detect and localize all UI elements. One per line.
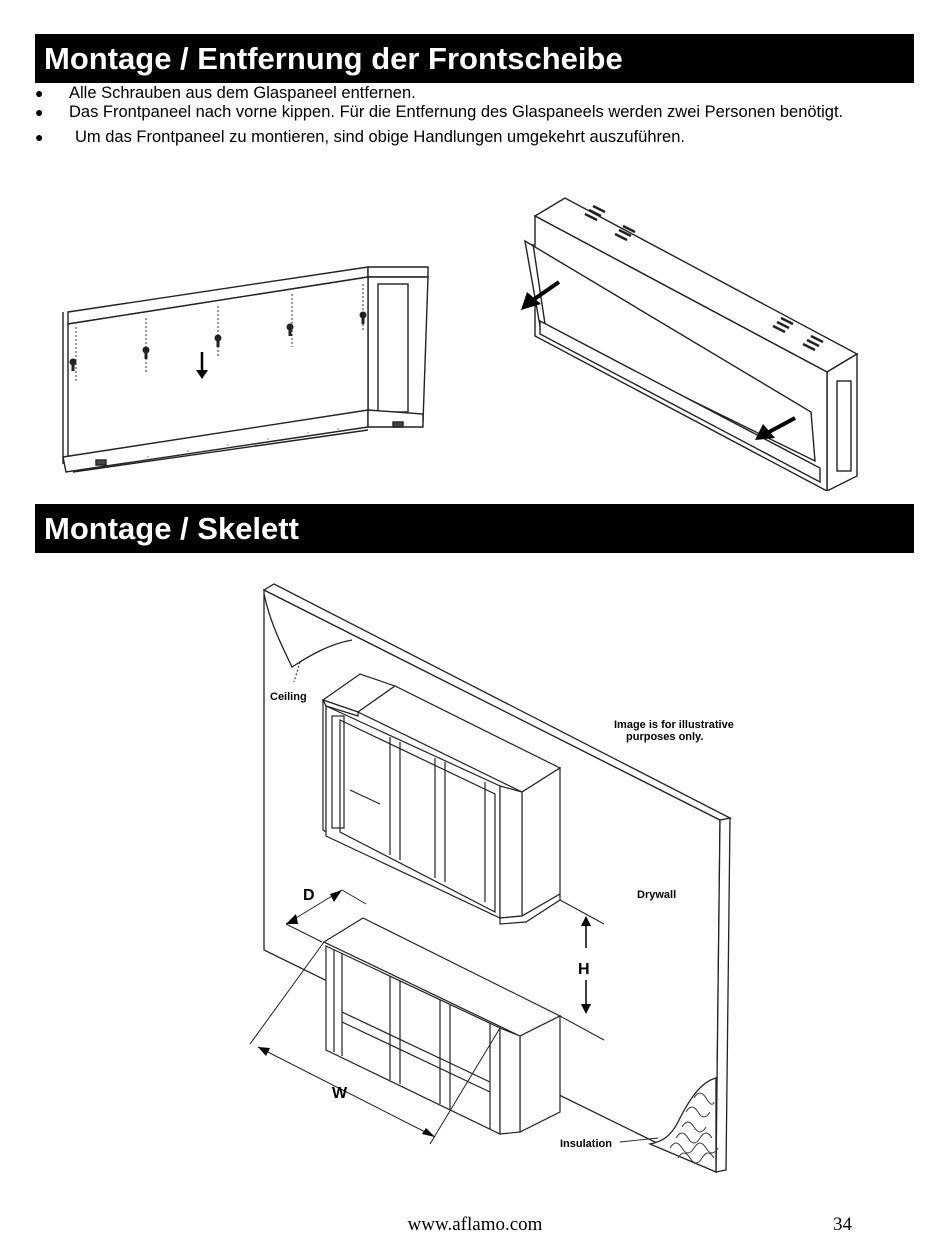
bullet-icon: ● <box>35 104 44 120</box>
instruction-text: Um das Frontpaneel zu montieren, sind obige Handlungen umgekehrt auszuführen. <box>75 128 685 146</box>
framing-diagram <box>230 582 770 1182</box>
note-line-2: purposes only. <box>626 731 704 743</box>
instruction-text: Alle Schrauben aus dem Glaspaneel entfernen. <box>69 84 416 102</box>
depth-label: D <box>303 887 315 904</box>
insulation-label: Insulation <box>560 1138 612 1150</box>
instruction-text: Das Frontpaneel nach vorne kippen. Für die Entfernung des Glaspaneels werden zwei Personen benötigt. <box>69 103 844 121</box>
list-item <box>35 128 915 147</box>
section-heading-glass-removal: Montage / Entfernung der Frontscheibe <box>35 34 914 83</box>
page-number: 34 <box>833 1214 852 1235</box>
note-line-1: Image is for illustrative <box>614 719 734 731</box>
list-item <box>35 103 915 122</box>
drywall-label: Drywall <box>637 889 677 901</box>
instruction-list <box>35 84 915 147</box>
panel-tilt-illustration <box>485 186 880 491</box>
list-item <box>35 84 915 103</box>
footer-url: www.aflamo.com <box>407 1214 543 1235</box>
bullet-icon: ● <box>35 85 44 101</box>
width-label: W <box>332 1085 348 1102</box>
bullet-icon: ● <box>35 129 44 145</box>
section-heading-framing: Montage / Skelett <box>35 504 914 553</box>
screw-removal-illustration <box>38 232 438 494</box>
ceiling-label: Ceiling <box>270 691 307 703</box>
height-label: H <box>578 961 590 978</box>
